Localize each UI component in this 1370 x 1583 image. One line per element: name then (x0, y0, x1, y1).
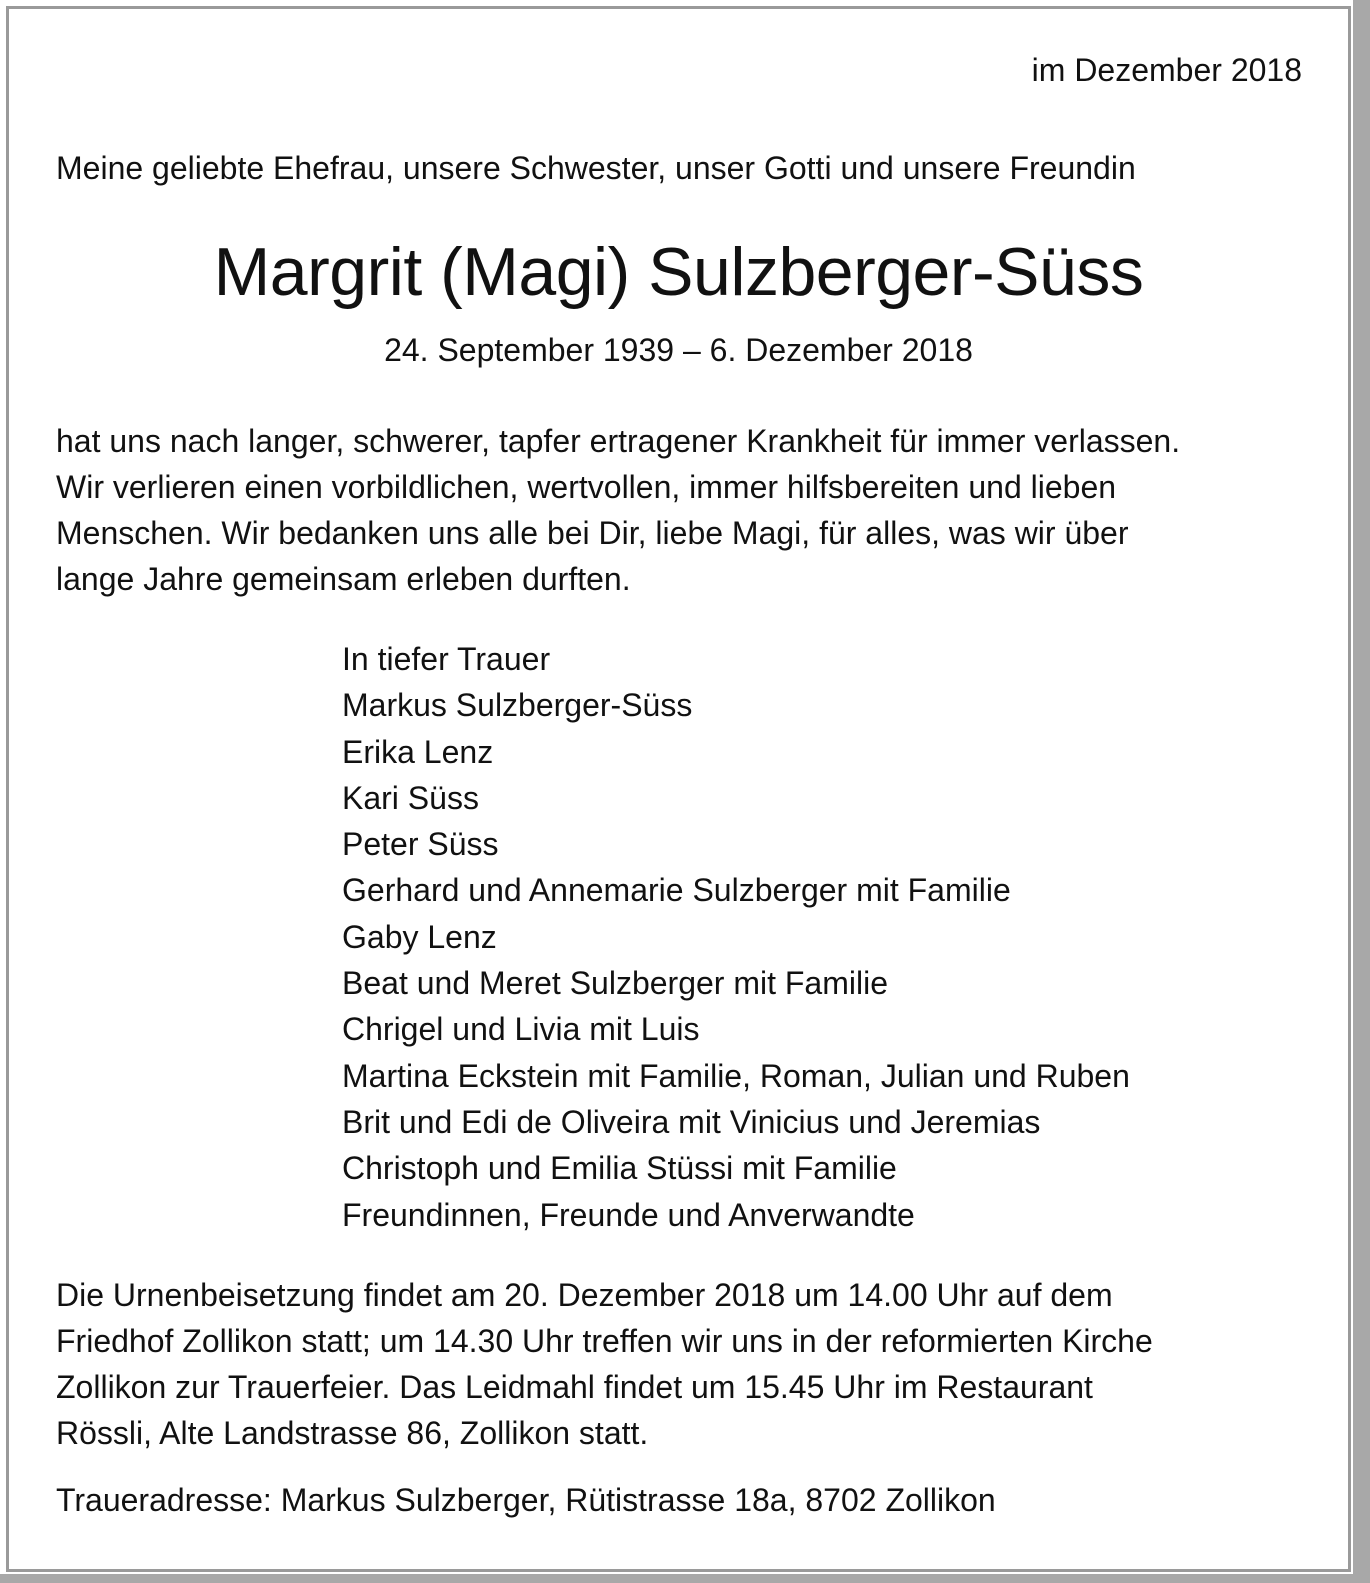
mourner-entry: Gaby Lenz (342, 918, 497, 955)
mourner-entry: Kari Süss (342, 779, 479, 816)
mourner-entry: Gerhard und Annemarie Sulzberger mit Familie (342, 872, 1011, 909)
body-line: hat uns nach langer, schwerer, tapfer ertragener Krankheit für immer verlassen. (56, 423, 1181, 459)
body-paragraph (56, 418, 1316, 602)
ceremony-line: Zollikon zur Trauerfeier. Das Leidmahl findet um 15.45 Uhr im Restaurant (56, 1369, 1093, 1405)
mourner-entry: Martina Eckstein mit Familie, Roman, Julian und Ruben (342, 1057, 1130, 1094)
ceremony-line: Die Urnenbeisetzung findet am 20. Dezember 2018 um 14.00 Uhr auf dem (56, 1277, 1113, 1313)
date-line: im Dezember 2018 (1031, 52, 1302, 88)
mourner-entry: Peter Süss (342, 826, 499, 863)
mourner-entry: Brit und Edi de Oliveira mit Vinicius und Jeremias (342, 1103, 1041, 1140)
body-line: Wir verlieren einen vorbildlichen, wertvollen, immer hilfsbereiten und lieben (56, 469, 1117, 505)
mourner-entry: Chrigel und Livia mit Luis (342, 1011, 700, 1048)
intro-text: Meine geliebte Ehefrau, unsere Schwester, unser Gotti und unsere Freundin (56, 150, 1136, 186)
ceremony-line: Rössli, Alte Landstrasse 86, Zollikon statt. (56, 1415, 649, 1451)
frame-shadow-right (1353, 0, 1370, 1583)
mourners-list (342, 636, 1130, 1238)
frame-shadow-bottom (0, 1574, 1370, 1583)
mourner-entry: Christoph und Emilia Stüssi mit Familie (342, 1150, 897, 1187)
mourner-entry: Markus Sulzberger-Süss (342, 687, 693, 724)
body-line: lange Jahre gemeinsam erleben durften. (56, 561, 631, 597)
ceremony-line: Friedhof Zollikon statt; um 14.30 Uhr treffen wir uns in der reformierten Kirche (56, 1323, 1153, 1359)
lifespan: 24. September 1939 – 6. Dezember 2018 (384, 332, 973, 368)
mourner-entry: Freundinnen, Freunde und Anverwandte (342, 1196, 915, 1233)
body-line: Menschen. Wir bedanken uns alle bei Dir, liebe Magi, für alles, was wir über (56, 515, 1129, 551)
deceased-name: Margrit (Magi) Sulzberger-Süss (213, 234, 1144, 310)
mourner-entry: Erika Lenz (342, 733, 494, 770)
mourners-heading: In tiefer Trauer (342, 641, 551, 677)
mourner-entry: Beat und Meret Sulzberger mit Familie (342, 965, 888, 1002)
ceremony-paragraph (56, 1272, 1153, 1456)
mourning-address: Traueradresse: Markus Sulzberger, Rütistrasse 18a, 8702 Zollikon (56, 1482, 996, 1518)
